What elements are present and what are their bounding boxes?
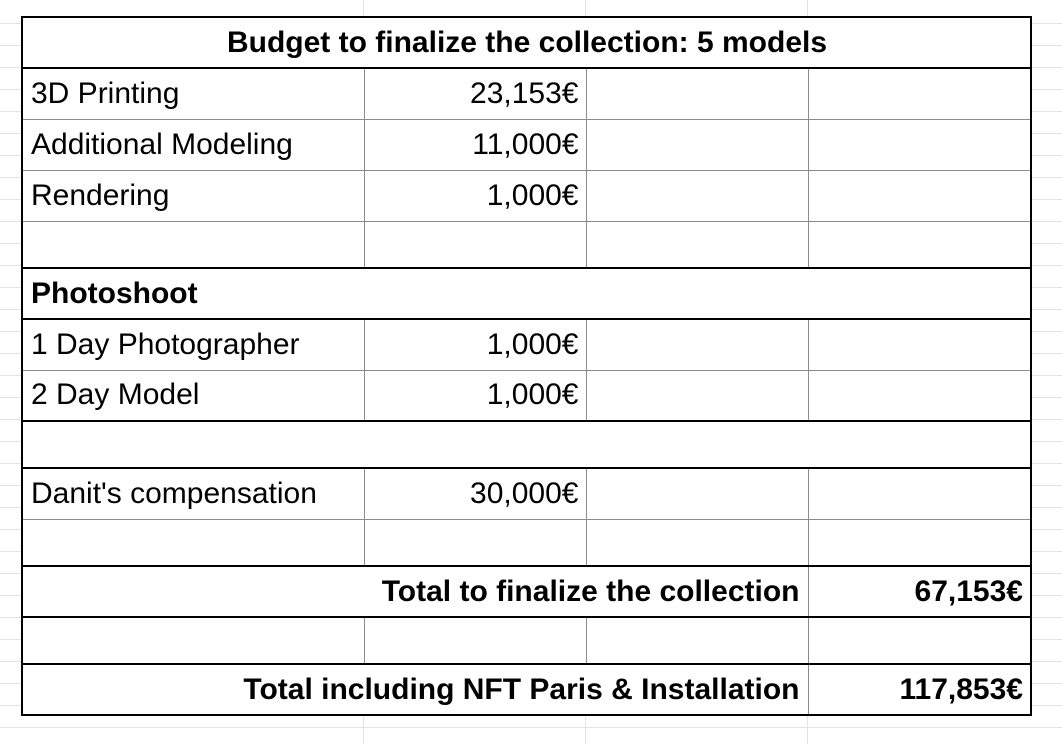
table-row bbox=[22, 119, 1031, 170]
empty-cell[interactable] bbox=[586, 170, 808, 221]
empty-cell[interactable] bbox=[808, 68, 1031, 119]
empty-cell[interactable] bbox=[808, 170, 1031, 221]
empty-cell[interactable] bbox=[364, 617, 586, 664]
empty-cell[interactable] bbox=[808, 617, 1031, 664]
empty-cell[interactable] bbox=[22, 519, 364, 566]
empty-cell[interactable] bbox=[808, 119, 1031, 170]
empty-cell[interactable] bbox=[22, 421, 1031, 468]
row-label-compensation[interactable]: Danit's compensation bbox=[22, 468, 364, 519]
budget-table bbox=[21, 16, 1032, 716]
table-row bbox=[22, 221, 1031, 268]
empty-cell[interactable] bbox=[22, 221, 364, 268]
empty-cell[interactable] bbox=[586, 68, 808, 119]
empty-cell[interactable] bbox=[586, 370, 808, 421]
table-row bbox=[22, 421, 1031, 468]
empty-cell[interactable] bbox=[808, 319, 1031, 370]
section-header-row bbox=[22, 268, 1031, 319]
row-value-3d-printing[interactable]: 23,153€ bbox=[364, 68, 586, 119]
empty-cell[interactable] bbox=[364, 519, 586, 566]
row-value-photographer[interactable]: 1,000€ bbox=[364, 319, 586, 370]
total-including-value[interactable]: 117,853€ bbox=[808, 664, 1031, 715]
table-row bbox=[22, 519, 1031, 566]
empty-cell[interactable] bbox=[364, 221, 586, 268]
table-row bbox=[22, 617, 1031, 664]
row-label-model[interactable]: 2 Day Model bbox=[22, 370, 364, 421]
section-heading-photoshoot[interactable]: Photoshoot bbox=[22, 268, 1031, 319]
total-row bbox=[22, 566, 1031, 617]
row-label-3d-printing[interactable]: 3D Printing bbox=[22, 68, 364, 119]
empty-cell[interactable] bbox=[586, 221, 808, 268]
empty-cell[interactable] bbox=[808, 519, 1031, 566]
title-row bbox=[22, 17, 1031, 68]
empty-cell[interactable] bbox=[22, 617, 364, 664]
table-row bbox=[22, 170, 1031, 221]
row-label-photographer[interactable]: 1 Day Photographer bbox=[22, 319, 364, 370]
empty-cell[interactable] bbox=[586, 319, 808, 370]
empty-cell[interactable] bbox=[586, 468, 808, 519]
row-value-compensation[interactable]: 30,000€ bbox=[364, 468, 586, 519]
row-value-model[interactable]: 1,000€ bbox=[364, 370, 586, 421]
total-collection-value[interactable]: 67,153€ bbox=[808, 566, 1031, 617]
empty-cell[interactable] bbox=[808, 370, 1031, 421]
row-label-rendering[interactable]: Rendering bbox=[22, 170, 364, 221]
total-collection-label[interactable]: Total to finalize the collection bbox=[22, 566, 808, 617]
grand-total-row bbox=[22, 664, 1031, 715]
table-row bbox=[22, 319, 1031, 370]
row-value-additional-modeling[interactable]: 11,000€ bbox=[364, 119, 586, 170]
empty-cell[interactable] bbox=[808, 468, 1031, 519]
table-row bbox=[22, 68, 1031, 119]
table-row bbox=[22, 468, 1031, 519]
row-value-rendering[interactable]: 1,000€ bbox=[364, 170, 586, 221]
table-title[interactable]: Budget to finalize the collection: 5 models bbox=[22, 17, 1031, 68]
empty-cell[interactable] bbox=[808, 221, 1031, 268]
empty-cell[interactable] bbox=[586, 617, 808, 664]
empty-cell[interactable] bbox=[586, 519, 808, 566]
empty-cell[interactable] bbox=[586, 119, 808, 170]
total-including-label[interactable]: Total including NFT Paris & Installation bbox=[22, 664, 808, 715]
row-label-additional-modeling[interactable]: Additional Modeling bbox=[22, 119, 364, 170]
table-row bbox=[22, 370, 1031, 421]
